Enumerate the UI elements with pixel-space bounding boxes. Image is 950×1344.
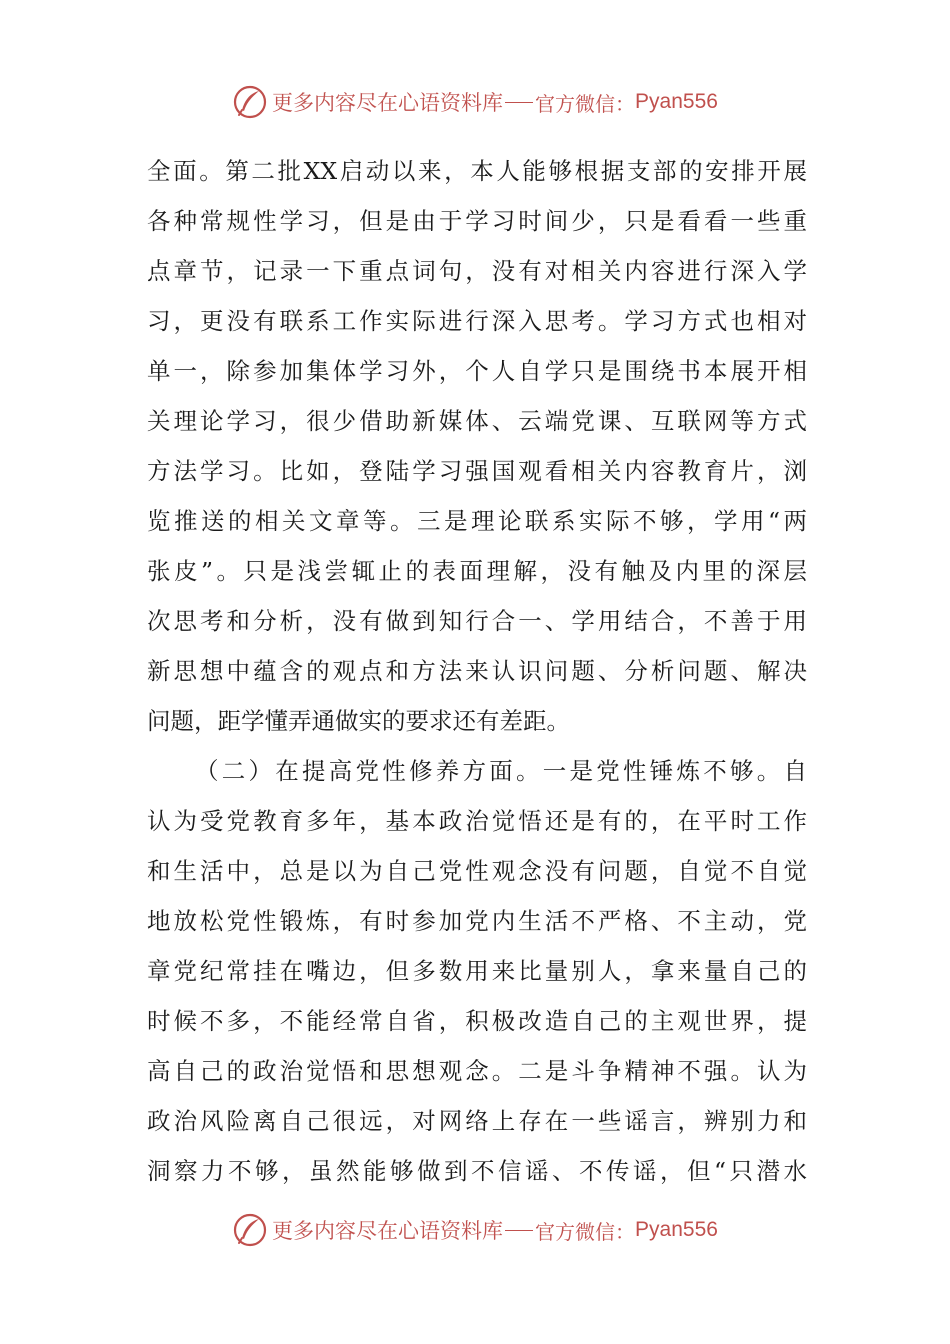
header-watermark-banner: [0, 82, 950, 122]
text-line: 各种常规性学习，但是由于学习时间少，只是看看一些重: [147, 207, 807, 235]
text-line: 时候不多，不能经常自省，积极改造自己的主观世界，提: [147, 1007, 807, 1035]
text-line: 单一，除参加集体学习外，个人自学只是围绕书本展开相: [147, 357, 807, 385]
feather-pen-logo-icon: [232, 84, 268, 120]
text-line: 方法学习。比如，登陆学习强国观看相关内容教育片，浏: [147, 457, 807, 485]
banner-brand-text: 更多内容尽在心语资料库: [272, 1219, 504, 1243]
banner-brand-text: 更多内容尽在心语资料库: [272, 91, 504, 115]
text-line: 习，更没有联系工作实际进行深入思考。学习方式也相对: [147, 307, 807, 335]
text-line: 政治风险离自己很远，对网络上存在一些谣言，辨别力和: [147, 1107, 807, 1135]
footer-watermark-banner: [0, 1210, 950, 1250]
text-line: 洞察力不够，虽然能够做到不信谣、不传谣，但“只潜水: [147, 1157, 807, 1185]
text-line: （二）在提高党性修养方面。一是党性锤炼不够。自: [195, 757, 807, 785]
text-line: 新思想中蕴含的观点和方法来认识问题、分析问题、解决: [147, 657, 807, 685]
paragraph: [147, 146, 807, 746]
text-line: 和生活中，总是以为自己党性观念没有问题，自觉不自觉: [147, 857, 807, 885]
feather-pen-logo-icon: [232, 1212, 268, 1248]
text-line: 张皮”。只是浅尝辄止的表面理解，没有触及内里的深层: [147, 557, 807, 585]
text-line: 次思考和分析，没有做到知行合一、学用结合，不善于用: [147, 607, 807, 635]
text-line: 章党纪常挂在嘴边，但多数用来比量别人，拿来量自己的: [147, 957, 807, 985]
text-line: 全面。第二批XX启动以来，本人能够根据支部的安排开展: [147, 157, 807, 185]
text-line: 问题，距学懂弄通做实的要求还有差距。: [147, 707, 570, 735]
banner-official-label: 官方微信：: [535, 91, 636, 116]
text-line: 认为受党教育多年，基本政治觉悟还是有的，在平时工作: [147, 807, 807, 835]
banner-official-label: 官方微信：: [535, 1219, 636, 1244]
banner-wechat-id: Pyan556: [635, 90, 718, 113]
text-line: 关理论学习，很少借助新媒体、云端党课、互联网等方式: [147, 407, 807, 435]
banner-dash: [505, 102, 533, 103]
banner-dash: [505, 1230, 533, 1231]
banner-wechat-id: Pyan556: [635, 1218, 718, 1241]
paragraph: [147, 746, 807, 1196]
text-line: 高自己的政治觉悟和思想观念。二是斗争精神不强。认为: [147, 1057, 807, 1085]
text-line: 览推送的相关文章等。三是理论联系实际不够，学用“两: [147, 507, 807, 535]
document-body: [147, 146, 807, 1196]
text-line: 点章节，记录一下重点词句，没有对相关内容进行深入学: [147, 257, 807, 285]
text-line: 地放松党性锻炼，有时参加党内生活不严格、不主动，党: [147, 907, 807, 935]
